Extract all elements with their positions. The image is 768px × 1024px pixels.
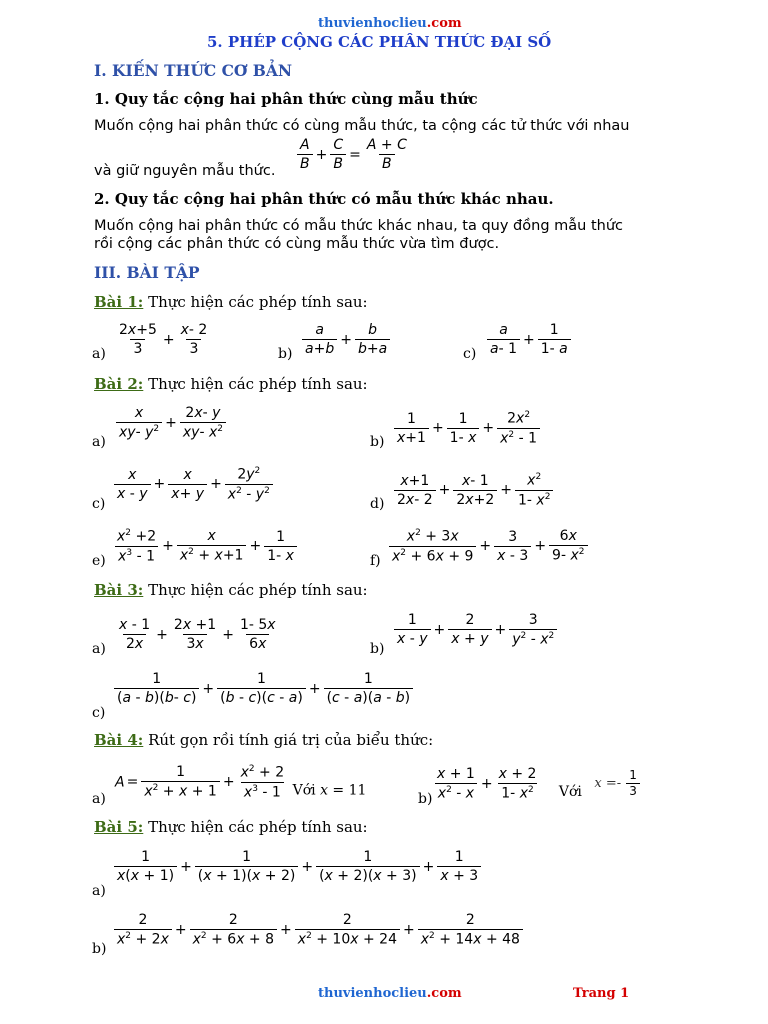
rule2-text-line1: Muốn cộng hai phân thức có mẫu thức khác nhau, ta quy đồng mẫu thức xyxy=(94,218,623,234)
exercise-2e-label: e) xyxy=(92,553,106,569)
exercise-1c-expression: $\frac{a}{a- 1}$ + $\frac{1}{1- a}$ xyxy=(486,322,572,357)
exercise-5b-expression: $\frac{2}{x^2 + 2x}$ + $\frac{2}{x^2 + 6x + 8}$ + $\frac{2}{x^2 + 10x + 24}$ + $\frac{2}{x^2 + 14x + 48}$ xyxy=(113,912,524,948)
exercise-4a-label: a) xyxy=(92,791,106,807)
page-number: Trang 1 xyxy=(573,986,630,1001)
exercise-3a-label: a) xyxy=(92,641,106,657)
exercise-3c-expression: $\frac{1}{(a - b)(b- c)}$ + $\frac{1}{(b - c)(c - a)}$ + $\frac{1}{(c - a)(a - b)}$ xyxy=(113,671,414,706)
exercise-1b-label: b) xyxy=(278,346,293,362)
exercise-2c-label: c) xyxy=(92,496,106,512)
exercise-5a-expression: $\frac{1}{x(x + 1)}$ + $\frac{1}{(x + 1)(x + 2)}$ + $\frac{1}{(x + 2)(x + 3)}$ + $\frac{1}{x + 3}$ xyxy=(113,849,482,884)
page-title: 5. PHÉP CỘNG CÁC PHÂN THỨC ĐẠI SỐ xyxy=(207,33,552,51)
exercise-1a-expression: $\frac{2x+5}{3}$ + $\frac{x- 2}{3}$ xyxy=(119,322,208,358)
exercise-2f-label: f) xyxy=(370,553,381,569)
exercise-3b-label: b) xyxy=(370,641,385,657)
exercise-2b-label: b) xyxy=(370,434,385,450)
exercise-1-heading: Bài 1: Thực hiện các phép tính sau: xyxy=(94,293,368,311)
site-header: thuvienhoclieu.com xyxy=(318,16,462,31)
exercise-3b-expression: $\frac{1}{x - y}$ + $\frac{2}{x + y}$ + $\frac{3}{y^2 - x^2}$ xyxy=(393,612,558,648)
exercise-2e-expression: $\frac{x^2 +2}{x^3 - 1}$ + $\frac{x}{x^2 + x+1}$ + $\frac{1}{1- x}$ xyxy=(113,528,298,565)
exercise-4-heading: Bài 4: Rút gọn rồi tính giá trị của biểu thức: xyxy=(94,731,434,749)
rule1-title: 1. Quy tắc cộng hai phân thức cùng mẫu thức xyxy=(94,90,478,108)
rule1-text-line1: Muốn cộng hai phân thức có cùng mẫu thức, ta cộng các tử thức với nhau xyxy=(94,118,630,134)
exercise-1c-label: c) xyxy=(463,346,477,362)
exercise-3a-expression: $\frac{x - 1}{2x}$ + $\frac{2x +1}{3x}$ + $\frac{1- 5x}{6x}$ xyxy=(119,617,276,653)
exercise-4b-label: b) xyxy=(418,791,433,807)
exercise-2a-expression: $\frac{x}{xy- y^2}$ + $\frac{2x- y}{xy- x^2}$ xyxy=(115,405,227,441)
exercise-2d-label: d) xyxy=(370,496,385,512)
exercise-5a-label: a) xyxy=(92,883,106,899)
exercise-3c-label: c) xyxy=(92,705,106,721)
exercise-2c-expression: $\frac{x}{x - y}$ + $\frac{x}{x+ y}$ + $\frac{2y^2}{x^2 - y^2}$ xyxy=(113,466,274,503)
exercise-4a-expression: A = $\frac{1}{x^2 + x + 1}$ + $\frac{x^2 + 2}{x^3 - 1}$ Với x = 11 xyxy=(115,764,367,801)
exercise-2-heading: Bài 2: Thực hiện các phép tính sau: xyxy=(94,375,368,393)
exercise-3-heading: Bài 3: Thực hiện các phép tính sau: xyxy=(94,581,368,599)
exercise-2b-expression: $\frac{1}{x+1}$ + $\frac{1}{1- x}$ + $\frac{2x^2}{x^2 - 1}$ xyxy=(393,410,541,447)
exercise-2f-expression: $\frac{x^2 + 3x}{x^2 + 6x + 9}$ + $\frac{3}{x - 3}$ + $\frac{6x}{9- x^2}$ xyxy=(388,528,589,565)
site-footer: thuvienhoclieu.com xyxy=(318,986,462,1001)
rule1-formula: $\frac{A}{B}$ + $\frac{C}{B}$ = $\frac{A + C}{B}$ xyxy=(296,137,411,172)
exercise-2d-expression: $\frac{x+1}{2x- 2}$ + $\frac{x- 1}{2x+2}$ + $\frac{x^2}{1- x^2}$ xyxy=(393,472,554,509)
exercise-5-heading: Bài 5: Thực hiện các phép tính sau: xyxy=(94,818,368,836)
exercise-1a-label: a) xyxy=(92,346,106,362)
section-heading-knowledge: I. KIẾN THỨC CƠ BẢN xyxy=(94,61,293,80)
exercise-1b-expression: $\frac{a}{a+b}$ + $\frac{b}{b+a}$ xyxy=(301,322,391,357)
exercise-4b-expression: $\frac{x + 1}{x^2 - x}$ + $\frac{x + 2}{1- x^2}$ Với x =- $\frac{1}{3}$ xyxy=(433,766,641,802)
exercise-5b-label: b) xyxy=(92,941,107,957)
rule2-title: 2. Quy tắc cộng hai phân thức có mẫu thức khác nhau. xyxy=(94,190,554,208)
rule1-text-line2: và giữ nguyên mẫu thức. xyxy=(94,163,276,179)
section-heading-exercises: III. BÀI TẬP xyxy=(94,263,200,282)
rule2-text-line2: rồi cộng các phân thức có cùng mẫu thức vừa tìm được. xyxy=(94,236,500,252)
exercise-2a-label: a) xyxy=(92,434,106,450)
